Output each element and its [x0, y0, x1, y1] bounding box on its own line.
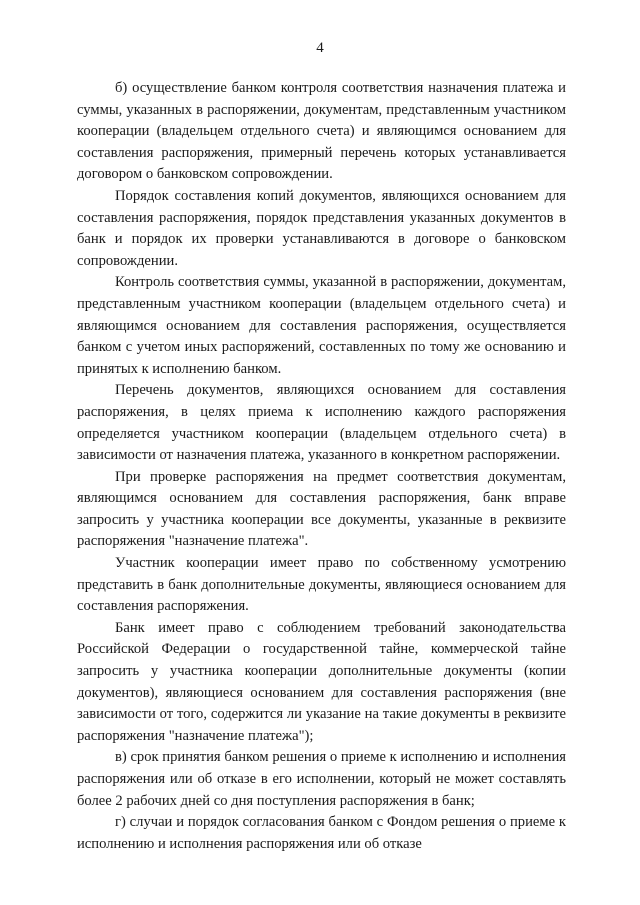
- paragraph-documents-list: Перечень документов, являющихся основанием для составления распоряжения, в целях приема к исполнению каждого распоряжения определяется участником кооперации (владельцем отдельного счета) в зависимости от назначения платежа, указанного в конкретном распоряжении.: [77, 382, 566, 464]
- page-number: 4: [316, 40, 324, 56]
- paragraph-verification-request: При проверке распоряжения на предмет соответствия документам, являющимся основанием для составления распоряжения, банк вправе запросить у участника кооперации все документы, указанные в реквизите распоряжения "назначение платежа".: [77, 468, 566, 550]
- paragraph-item-g-approval: г) случаи и порядок согласования банком с Фондом решения о приеме к исполнению и исполнения распоряжения или об отказе: [77, 814, 566, 852]
- paragraph-copies-procedure: Порядок составления копий документов, являющихся основанием для составления распоряжения, порядок представления указанных документов в банк и порядок их проверки устанавливаются в договоре о банковском сопровождении.: [77, 187, 566, 269]
- paragraph-participant-right: Участник кооперации имеет право по собственному усмотрению представить в банк дополнительные документы, являющиеся основанием для составления распоряжения.: [77, 555, 566, 615]
- document-body: [77, 78, 566, 855]
- paragraph-amount-control: Контроль соответствия суммы, указанной в распоряжении, документам, представленным участником кооперации (владельцем отдельного счета) и являющимся основанием для составления распоряжения, осуществляется банком с учетом иных распоряжений, составленных по тому же основанию и принятых к исполнению банком.: [77, 274, 566, 377]
- paragraph-item-b-control: б) осуществление банком контроля соответствия назначения платежа и суммы, указанных в распоряжении, документам, представленным участником кооперации (владельцем отдельного счета) и являющимся основанием для составления распоряжения, примерный перечень которых устанавливается договором о банковском сопровождении.: [77, 80, 566, 183]
- paragraph-bank-right: Банк имеет право с соблюдением требований законодательства Российской Федерации о государственной тайне, коммерческой тайне запросить у участника кооперации дополнительные документы (копии документов), являющиеся основанием для составления распоряжения (вне зависимости от того, содержится ли указание на такие документы в реквизите распоряжения "назначение платежа");: [77, 619, 566, 744]
- paragraph-item-v-deadline: в) срок принятия банком решения о приеме к исполнению и исполнения распоряжения или об отказе в его исполнении, который не может составлять более 2 рабочих дней со дня поступления распоряжения в банк;: [77, 749, 566, 809]
